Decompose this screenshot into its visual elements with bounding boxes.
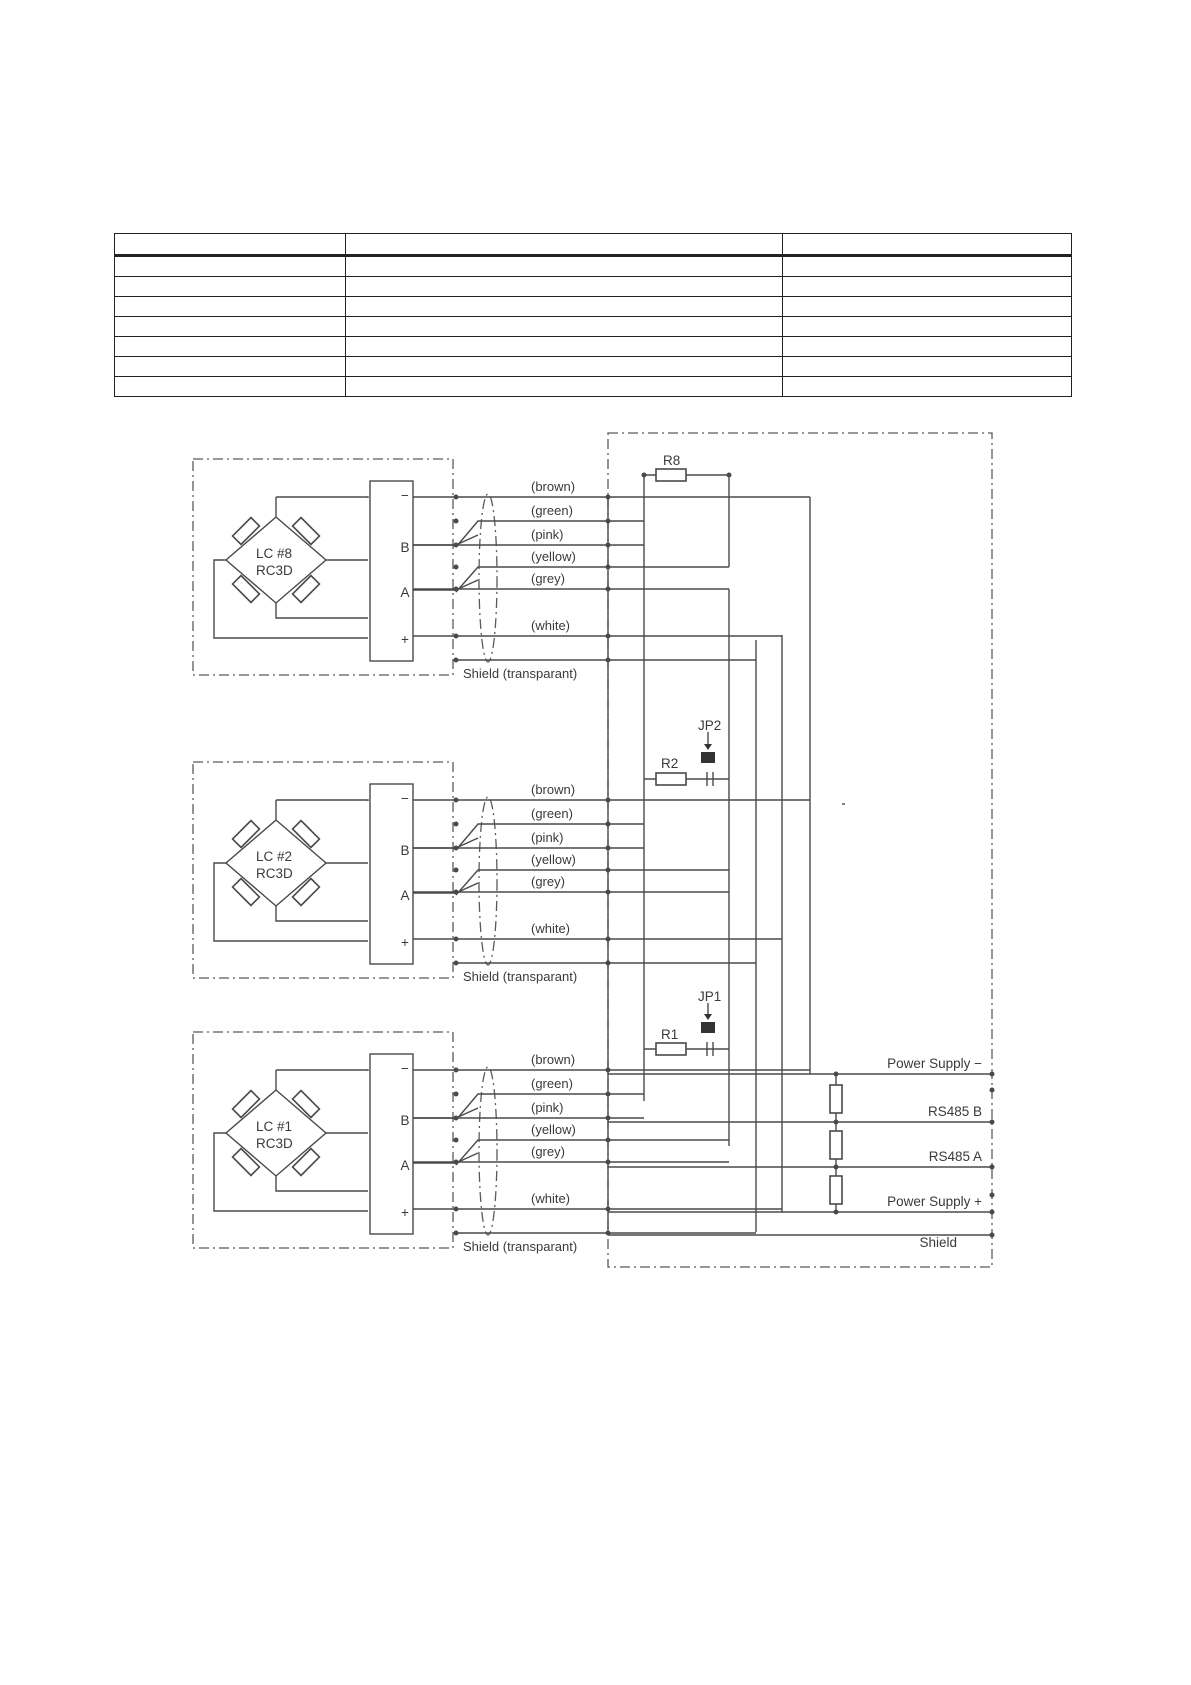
jp2-jumper	[701, 752, 715, 763]
wire-label: (grey)	[531, 1144, 565, 1159]
rs485-a-label: RS485 A	[928, 1149, 982, 1164]
wire-label: (grey)	[531, 874, 565, 889]
shield-label: Shield (transparant)	[463, 969, 578, 984]
wire-label: (yellow)	[531, 1122, 576, 1137]
junction-box	[608, 433, 992, 1267]
r1-network	[644, 989, 729, 1056]
shield-label: Shield (transparant)	[463, 666, 578, 681]
terminal-label: +	[401, 632, 409, 647]
power-supply-minus-label: Power Supply −	[887, 1056, 982, 1071]
load-cell-3	[193, 1032, 810, 1254]
terminal-label: −	[401, 1061, 409, 1076]
bridge-wire	[276, 497, 368, 498]
termination-resistor-mid	[830, 1131, 842, 1159]
terminal-label: +	[401, 1205, 409, 1220]
jp2-label: JP2	[698, 718, 722, 733]
terminal-label: A	[400, 888, 410, 903]
wire-label: (brown)	[531, 479, 576, 494]
wire-label: (pink)	[531, 1100, 564, 1115]
wire-label: (grey)	[531, 571, 565, 586]
r2-network	[644, 718, 729, 786]
r1-resistor	[656, 1043, 686, 1055]
load-cell-type: RC3D	[256, 563, 293, 578]
bridge-wire	[276, 1070, 368, 1071]
load-cell-type: RC3D	[256, 1136, 293, 1151]
wire-label: (white)	[531, 921, 571, 936]
jp1-jumper	[701, 1022, 715, 1033]
load-cell-2	[193, 762, 810, 984]
r1-label: R1	[661, 1027, 679, 1042]
cable-shield	[479, 797, 497, 965]
cable-shield	[479, 1067, 497, 1235]
load-cell-name: LC #8	[256, 546, 293, 561]
load-cell-1	[193, 459, 810, 681]
rs485-b-label: RS485 B	[927, 1104, 982, 1119]
termination-resistor-top	[830, 1085, 842, 1113]
wire-label: (white)	[531, 618, 571, 633]
load-cell-type: RC3D	[256, 866, 293, 881]
terminal-label: B	[400, 843, 410, 858]
wire-label: (green)	[531, 503, 573, 518]
shield-label: Shield (transparant)	[463, 1239, 578, 1254]
power-supply-plus-label: Power Supply +	[887, 1194, 982, 1209]
output-terminals	[608, 1056, 995, 1250]
load-cell-name: LC #1	[256, 1119, 293, 1134]
r8-label: R8	[663, 453, 681, 468]
termination-resistor-bottom	[830, 1176, 842, 1204]
wire-label: (brown)	[531, 782, 576, 797]
terminal-label: B	[400, 540, 410, 555]
wire-label: (white)	[531, 1191, 571, 1206]
bridge-wire	[276, 800, 368, 801]
wire-label: (pink)	[531, 830, 564, 845]
wire-label: (green)	[531, 806, 573, 821]
wire-label: (pink)	[531, 527, 564, 542]
terminal-label: B	[400, 1113, 410, 1128]
r8-resistor	[656, 469, 686, 481]
terminal-label: −	[401, 488, 409, 503]
load-cell-name: LC #2	[256, 849, 293, 864]
r2-resistor	[656, 773, 686, 785]
jp1-label: JP1	[698, 989, 722, 1004]
terminal-label: A	[400, 1158, 410, 1173]
terminal-label: A	[400, 585, 410, 600]
terminal-label: −	[401, 791, 409, 806]
wire-label: (brown)	[531, 1052, 576, 1067]
terminal-label: +	[401, 935, 409, 950]
r8-network	[642, 453, 732, 481]
shield-output-label: Shield	[919, 1235, 957, 1250]
wire-label: (yellow)	[531, 852, 576, 867]
r2-label: R2	[661, 756, 679, 771]
cable-shield	[479, 494, 497, 662]
wire-label: (green)	[531, 1076, 573, 1091]
wire-label: (yellow)	[531, 549, 576, 564]
